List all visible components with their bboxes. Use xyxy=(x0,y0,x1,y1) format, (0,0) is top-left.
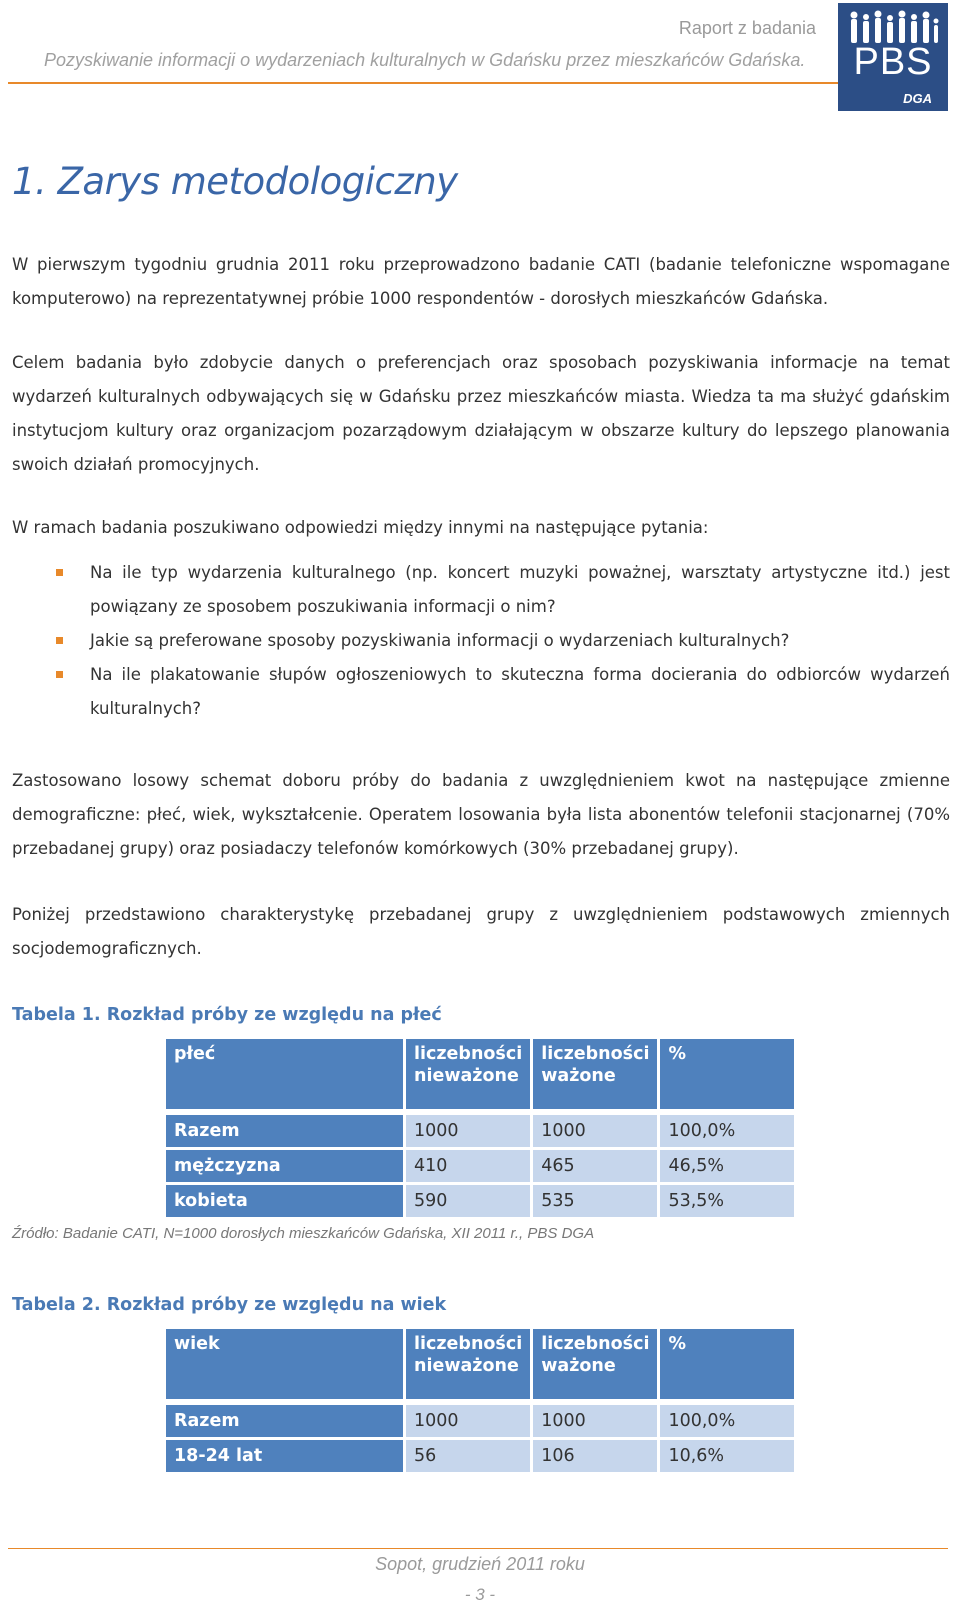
row-label: Razem xyxy=(166,1405,403,1437)
header-cell: wiek xyxy=(166,1329,403,1399)
row-label: mężczyzna xyxy=(166,1150,403,1182)
footer-place-date: Sopot, grudzień 2011 roku xyxy=(375,1554,585,1574)
list-item-text: Jakie są preferowane sposoby pozyskiwania informacji o wydarzeniach kulturalnych? xyxy=(90,631,790,650)
table-cell: 535 xyxy=(533,1185,657,1217)
table-row xyxy=(166,1185,794,1217)
paragraph-intro: W pierwszym tygodniu grudnia 2011 roku przeprowadzono badanie CATI (badanie telefoniczne wspomagane komputerowo) na reprezentatywnej próbie 1000 respondentów - dorosłych mieszkańców Gdańska. xyxy=(12,255,950,308)
table-header-row xyxy=(166,1039,794,1109)
row-label: Razem xyxy=(166,1115,403,1147)
row-label: kobieta xyxy=(166,1185,403,1217)
bullet-square-icon xyxy=(56,671,63,678)
people-silhouettes-icon xyxy=(846,9,940,43)
header-cell: % xyxy=(660,1039,794,1109)
bullet-square-icon xyxy=(56,569,63,576)
table-cell: 410 xyxy=(406,1150,530,1182)
list-item xyxy=(12,556,950,624)
section-heading: 1. Zarys metodologiczny xyxy=(12,160,458,203)
table-row xyxy=(166,1150,794,1182)
table1-caption: Tabela 1. Rozkład próby ze względu na płeć xyxy=(12,1005,442,1025)
table-cell: 10,6% xyxy=(660,1440,794,1472)
header-cell: płeć xyxy=(166,1039,403,1109)
table-cell: 56 xyxy=(406,1440,530,1472)
table-cell: 1000 xyxy=(406,1405,530,1437)
header-cell: liczebności ważone xyxy=(533,1039,657,1109)
report-title: Raport z badania xyxy=(678,18,816,38)
header-cell: % xyxy=(660,1329,794,1399)
table-age xyxy=(163,1326,797,1475)
table-cell: 1000 xyxy=(533,1115,657,1147)
paragraph-questions-lead: W ramach badania poszukiwano odpowiedzi między innymi na następujące pytania: xyxy=(12,518,709,537)
logo-text: PBS xyxy=(853,41,933,83)
paragraph-sampling: Zastosowano losowy schemat doboru próby do badania z uwzględnieniem kwot na następujące zmienne demograficzne: płeć, wiek, wykształcenie. Operatem losowania była lista abonentów telefonii stacjonarnej (70% przebadanej grupy) oraz posiadaczy telefonów komórkowych (30% przebadanej grupy). xyxy=(12,771,950,858)
report-subtitle: Pozyskiwanie informacji o wydarzeniach kulturalnych w Gdańsku przez mieszkańców Gdańska. xyxy=(44,50,806,70)
list-item xyxy=(12,658,950,726)
table-header-row xyxy=(166,1329,794,1399)
row-label: 18-24 lat xyxy=(166,1440,403,1472)
footer-divider xyxy=(8,1548,948,1549)
header-cell: liczebności ważone xyxy=(533,1329,657,1399)
questions-list xyxy=(12,556,950,726)
table-row xyxy=(166,1440,794,1472)
table-cell: 46,5% xyxy=(660,1150,794,1182)
table-gender xyxy=(163,1036,797,1220)
table-cell: 100,0% xyxy=(660,1115,794,1147)
logo-subtext: DGA xyxy=(903,91,932,106)
paragraph-goal: Celem badania było zdobycie danych o preferencjach oraz sposobach pozyskiwania informacje na temat wydarzeń kulturalnych odbywających się w Gdańsku przez mieszkańców miasta. Wiedza ta ma służyć gdańskim instytucjom kultury oraz organizacjom pozarządowym działającym w obszarze kultury do lepszego planowania swoich działań promocyjnych. xyxy=(12,353,950,474)
table-row xyxy=(166,1115,794,1147)
table2-caption: Tabela 2. Rozkład próby ze względu na wiek xyxy=(12,1295,447,1315)
table-cell: 1000 xyxy=(533,1405,657,1437)
page-number: - 3 - xyxy=(464,1585,496,1604)
header-divider xyxy=(8,82,948,84)
header-cell: liczebności nieważone xyxy=(406,1329,530,1399)
table-row xyxy=(166,1405,794,1437)
header-cell: liczebności nieważone xyxy=(406,1039,530,1109)
table-cell: 53,5% xyxy=(660,1185,794,1217)
table-cell: 590 xyxy=(406,1185,530,1217)
table-cell: 106 xyxy=(533,1440,657,1472)
table-cell: 100,0% xyxy=(660,1405,794,1437)
list-item-text: Na ile plakatowanie słupów ogłoszeniowych to skuteczna forma docierania do odbiorców wydarzeń kulturalnych? xyxy=(90,665,950,718)
pbs-logo xyxy=(838,3,948,111)
list-item-text: Na ile typ wydarzenia kulturalnego (np. koncert muzyki poważnej, warsztaty artystyczne itd.) jest powiązany ze sposobem poszukiwania informacji o nim? xyxy=(90,563,950,616)
table-cell: 465 xyxy=(533,1150,657,1182)
table-cell: 1000 xyxy=(406,1115,530,1147)
paragraph-characteristics: Poniżej przedstawiono charakterystykę przebadanej grupy z uwzględnieniem podstawowych zmiennych socjodemograficznych. xyxy=(12,905,950,958)
table1-source: Źródło: Badanie CATI, N=1000 dorosłych mieszkańców Gdańska, XII 2011 r., PBS DGA xyxy=(12,1225,595,1242)
bullet-square-icon xyxy=(56,637,63,644)
list-item xyxy=(12,624,950,658)
